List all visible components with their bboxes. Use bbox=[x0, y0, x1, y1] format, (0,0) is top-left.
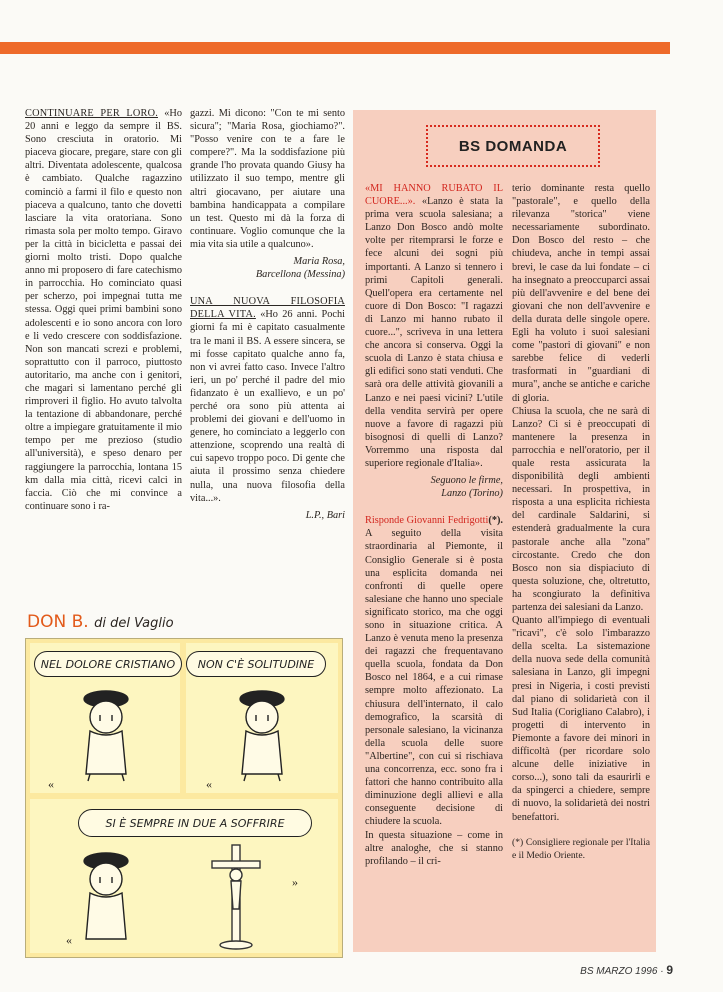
footer-issue: BS MARZO 1996 · bbox=[580, 966, 664, 977]
bs-column-right bbox=[512, 182, 650, 862]
bs-column-left bbox=[365, 182, 503, 868]
signature-name: Seguono le firme, bbox=[430, 475, 503, 487]
bs-reply-heading: Risponde Giovanni Fedrigotti bbox=[365, 515, 489, 527]
comic-drawings bbox=[26, 639, 342, 957]
comic-mark-4: » bbox=[292, 875, 298, 889]
don-bosco-figure-1-icon bbox=[84, 691, 128, 781]
letter-1-text: «Ho 20 anni e leggo da sempre il BS. Sono cresciuta in oratorio. Mi piaceva giocare, pregare, stare con gli altri. Diventata adolescente, qualcosa è cambiato. Qualche ragazzino cominciò a farmi il filo e questo non piaceva a qualcuno, tanto che dovetti lasciare la vita oratoriana. Sono rimasta sola per molto tempo. Giravo per la città in bicicletta e passai dei giorni molto tristi. Dopo qualche anno mi proposero di fare catechismo in parrocchia. Ho cominciato quasi per scherzo, poi impegnai tutta me stessa. Oggi quei primi bambini sono adolescenti e io sono ancora con loro e li vedo crescere con soddisfazione. Non son mancati screzi e problemi, soprattutto con il parroco, piuttosto autoritario, ma anche con i genitori, che magari si lamentano perché gli rimproveri il figlio. Ho avuto talvolta la tentazione di abbandonare, perché oltre a impiegare gratuitamente il mio tempo per me prezioso (studio all'università), e speso denaro per raggiungere la parrocchia, lontana 15 km dalla mia città, ricevi calci in faccia. Ciò che mi convince a continuare sono i ra- bbox=[25, 108, 183, 512]
letter-1-body bbox=[25, 107, 182, 513]
comic-byline: di del Vaglio bbox=[94, 616, 174, 631]
bs-reply-text-2: In questa situazione – come in altre analoghe, che si stanno profilando – il cri- bbox=[365, 829, 503, 867]
letter-1-signature bbox=[190, 255, 345, 281]
letter-2-text: «Ho 26 anni. Pochi giorni fa mi è capitato casualmente tra le mani il BS. A essere sincera, se mi fosse capitato qualche anno fa, non vi avrei fatto caso. Invece l'altro ieri, un po' perché il padre del mio fidanzato è un exallievo, e un po' perché ora sono più attenta ai problemi dei giovani e dell'uomo in genere, ho cominciato a leggerlo con attenzione, scoprendo una realtà di cui sapevo troppo poco. Di gente che aiuta il prossimo senza chiedere nulla, una nuova filosofia della vita...». bbox=[190, 309, 346, 504]
letter-2-heading: UNA NUOVA FILOSOFIA DELLA VITA. bbox=[190, 296, 345, 321]
bs-reply bbox=[365, 514, 503, 828]
comic-mark-2: « bbox=[206, 777, 212, 791]
speech-bubble-3: SI È SEMPRE IN DUE A SOFFRIRE bbox=[78, 809, 312, 837]
bs-reply-cont-3: Quanto all'impiego di eventuali "ricavi", c'è solo l'imbarazzo della scelta. La sistemazione della nuova sede della comunità salesiana in Lanzo, gli impegni presi in Nigeria, i costi previsti dal piano di solidarietà con il Sud Italia (Corigliano Calabro), i progetti di intervento in Piemonte a favore dei minori in difficoltà (per ricordare solo alcune delle iniziative in corso...), sono tali da esaurirli e da spingerci a chiedere, sempre di nuovo, la solidarietà dei nostri benefattori. bbox=[512, 615, 650, 823]
signature-name: Maria Rosa, bbox=[293, 256, 345, 268]
crucifix-icon bbox=[212, 845, 260, 949]
bs-domanda-title: BS DOMANDA bbox=[426, 125, 600, 167]
bs-question-heading: «MI HANNO RUBATO IL CUORE...». bbox=[365, 183, 503, 208]
letter-1-heading: CONTINUARE PER LORO. bbox=[25, 108, 158, 119]
letter-2-signature: L.P., Bari bbox=[305, 509, 345, 521]
comic-title-text: DON B. bbox=[27, 612, 89, 632]
page-footer bbox=[580, 963, 673, 977]
don-bosco-figure-2-icon bbox=[240, 691, 284, 781]
letter-column-2 bbox=[190, 107, 345, 522]
bs-question bbox=[365, 182, 503, 470]
bs-reply-text: A seguito della visita straordinaria al Piemonte, il Consiglio Generale si è posta una esplicita domanda nei confronti di quelle opere salesiane che hanno uno speciale significato storico, ma che oggi sono in situazione critica. A Lanzo è venuta meno la presenza dei ragazzi che frequentavano quella scuola, fondata da Don Bosco nel 1864, e a cui rimase sempre molto affezionato. La chiusura dell'internato, il calo demografico, la scarsità di personale salesiano, la vicinanza della scuola delle suore "Albertine", con cui si rischiava una concorrenza, ecc. sono fra i fattori che hanno contribuito alla diminuzione degli allievi e alla conseguente decisione di chiudere la scuola. bbox=[365, 528, 503, 828]
comic-strip bbox=[25, 638, 343, 958]
bs-reply-cont-2: Chiusa la scuola, che ne sarà di Lanzo? Ci si è preoccupati di mantenere la presenza in parrocchia e nell'oratorio, per il quale resta assicurata la disponibilità degli ambienti necessari. In prospettiva, in risposta a una esplicita richiesta del cardinale Saldarini, si estenderà gradualmente la cura pastorale anche alla "zona" circostante. Credo che don Bosco non sia dispiaciuto di questa soluzione, che, oltretutto, ha scongiurato la definitiva partenza dei salesiani da Lanzo. bbox=[512, 405, 650, 613]
bs-question-signature bbox=[365, 474, 503, 500]
speech-bubble-1: NEL DOLORE CRISTIANO bbox=[34, 651, 182, 677]
bs-reply-mark: (*). bbox=[488, 515, 503, 527]
top-accent-bar bbox=[0, 42, 670, 54]
letter-1-continued: gazzi. Mi dicono: "Con te mi sento sicura"; "Maria Rosa, giochiamo?". "Posso venire con te a fare le compere?". Ma la soddisfazione più grande l'ho provata quando Giusy ha utilizzato il suo tempo, mentre gli altri giocavano, per aiutare una bambina handicappata a compilare un test. Questo mi dà la forza di continuare. Voglio comunque che la mia vita sia utile a qualcuno». bbox=[190, 108, 345, 250]
signature-place: Lanzo (Torino) bbox=[441, 488, 503, 500]
letter-2-body bbox=[190, 295, 345, 505]
bs-footnote: (*) Consigliere regionale per l'Italia e il Medio Oriente. bbox=[512, 836, 650, 861]
speech-bubble-2: NON C'È SOLITUDINE bbox=[186, 651, 326, 677]
page-number: 9 bbox=[666, 963, 673, 977]
letter-column-1 bbox=[25, 107, 182, 513]
don-bosco-figure-3-icon bbox=[84, 853, 128, 939]
comic-mark-3: « bbox=[66, 933, 72, 947]
signature-place: Barcellona (Messina) bbox=[255, 269, 345, 281]
bs-question-text: «Lanzo è stata la prima vera scuola salesiana; a Lanzo Don Bosco andò molte volte per ritemprarsi le forze e fece alcuni dei sogni più importanti. A Lanzo si tennero i primi Capitoli generali. Quell'opera era certamente nel cuore di Don Bosco: "I ragazzi di Lanzo mi hanno rubato il cuore...", scriveva in una lettera che ancora si conserva. Oggi la scuola di Lanzo è stata chiusa e gli edifici sono stati venduti. Che sarà ora delle attività giovanili a Lanzo e nei paesi vicini? L'utile della vendita servirà per opere nuove a favore di ragazzi più bisognosi di quelli di Lanzo? Vorremmo una risposta dal superiore regionale d'Italia». bbox=[365, 196, 503, 469]
comic-title bbox=[27, 612, 174, 632]
comic-mark-1: « bbox=[48, 777, 54, 791]
bs-reply-cont-1: terio dominante resta quello "pastorale", e quello della rilevanza "storica" viene necessariamente subordinato. Don Bosco del resto – che chiudeva, anche in tempi assai brevi, le case da lui fondate – ci ha insegnato a preoccuparci assai più dell'avvenire e del bene dei giovani che non dell'avvenire e della durata delle singole opere. Egli ha voluto i suoi salesiani come "pastori di giovani" e non sarebbe felice di vederli trasformati in "guardiani di mura", anche se antiche e cariche di gloria. bbox=[512, 183, 650, 404]
